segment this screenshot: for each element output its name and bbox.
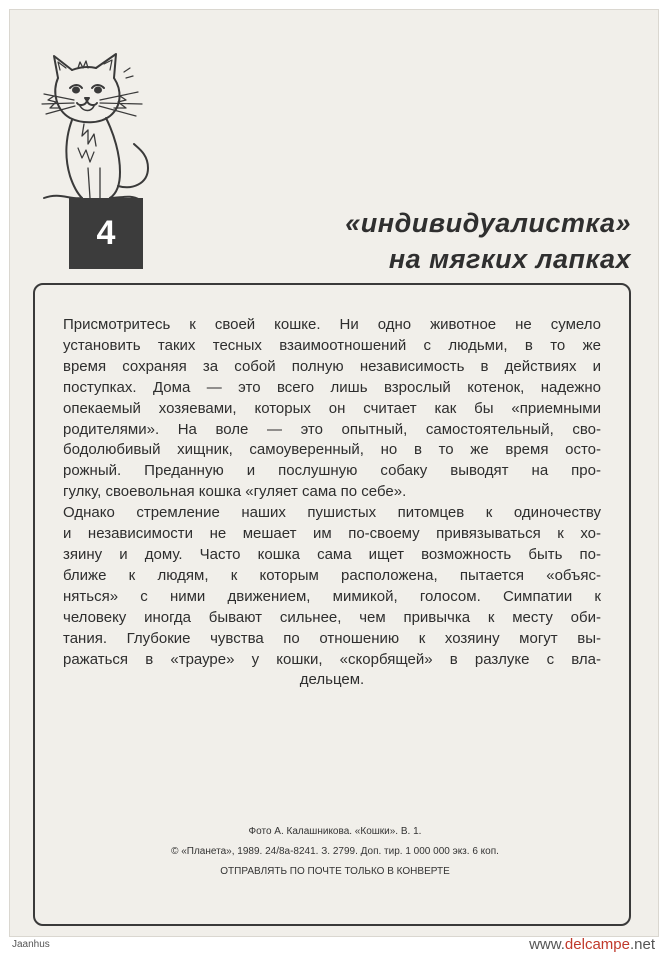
text-line: время сохраняя за собой полную независимость в действиях и [63, 357, 601, 375]
text-line: ражаться в «трауре» у кошки, «скорбящей» в разлуке с вла- [63, 650, 601, 668]
card-number-badge [69, 198, 143, 269]
text-line: установить таких тесных взаимоотношений с людьми, в то же [63, 336, 601, 354]
text-line: няться» с ними движением, мимикой, голосом. Симпатии к [63, 587, 601, 605]
title-line-2: на мягких лапках [388, 244, 631, 274]
footer-watermark [529, 936, 655, 953]
text-line: поступках. Дома — это всего лишь взрослый котенок, надежно [63, 378, 601, 396]
text-line: тания. Глубокие чувства по отношению к хозяину могут вы- [63, 629, 601, 647]
publisher-line: © «Планета», 1989. 24/8а-8241. З. 2799. Доп. тир. 1 000 000 экз. 6 коп. [171, 846, 499, 857]
cat-illustration-icon [30, 48, 160, 213]
text-line: опекаемый хозяевами, которых он считает как бы «приемными [63, 399, 601, 417]
footer-url-prefix: www. [529, 936, 565, 953]
footer-brand: delcampe [564, 936, 630, 953]
text-line: и независимости не мешает им по-своему привязываться к хо- [63, 525, 601, 543]
mailing-note: ОТПРАВЛЯТЬ ПО ПОЧТЕ ТОЛЬКО В КОНВЕРТЕ [220, 866, 450, 877]
text-line: зяину и дому. Часто кошка сама ищет возможность быть по- [63, 545, 601, 563]
text-line: родителями». На воле — это опытный, самостоятельный, сво- [63, 420, 601, 438]
text-line: ближе к людям, к которым расположена, пытается «объяс- [63, 566, 601, 584]
title-line-1: «индивидуалистка» [345, 208, 631, 238]
text-line: дельцем. [299, 671, 365, 689]
photo-credit: Фото А. Калашникова. «Кошки». В. 1. [248, 826, 422, 837]
text-line: бодолюбивый хищник, самоуверенный, но в то же время осто- [63, 441, 601, 459]
text-line: Присмотритесь к своей кошке. Ни одно животное не сумело [63, 316, 601, 333]
text-line: Однако стремление наших пушистых питомцев к одиночеству [63, 504, 601, 522]
text-line: гулку, своевольная кошка «гуляет сама по себе». [63, 483, 407, 501]
footer-seller: Jaanhus [12, 939, 50, 950]
text-line: человеку иногда бывают сильнее, чем привычка к месту оби- [63, 608, 601, 626]
card-number: 4 [96, 214, 116, 252]
footer-url-suffix: .net [629, 936, 655, 953]
body-text [63, 315, 601, 691]
text-line: рожный. Преданную и послушную собаку выводят на про- [63, 462, 601, 480]
